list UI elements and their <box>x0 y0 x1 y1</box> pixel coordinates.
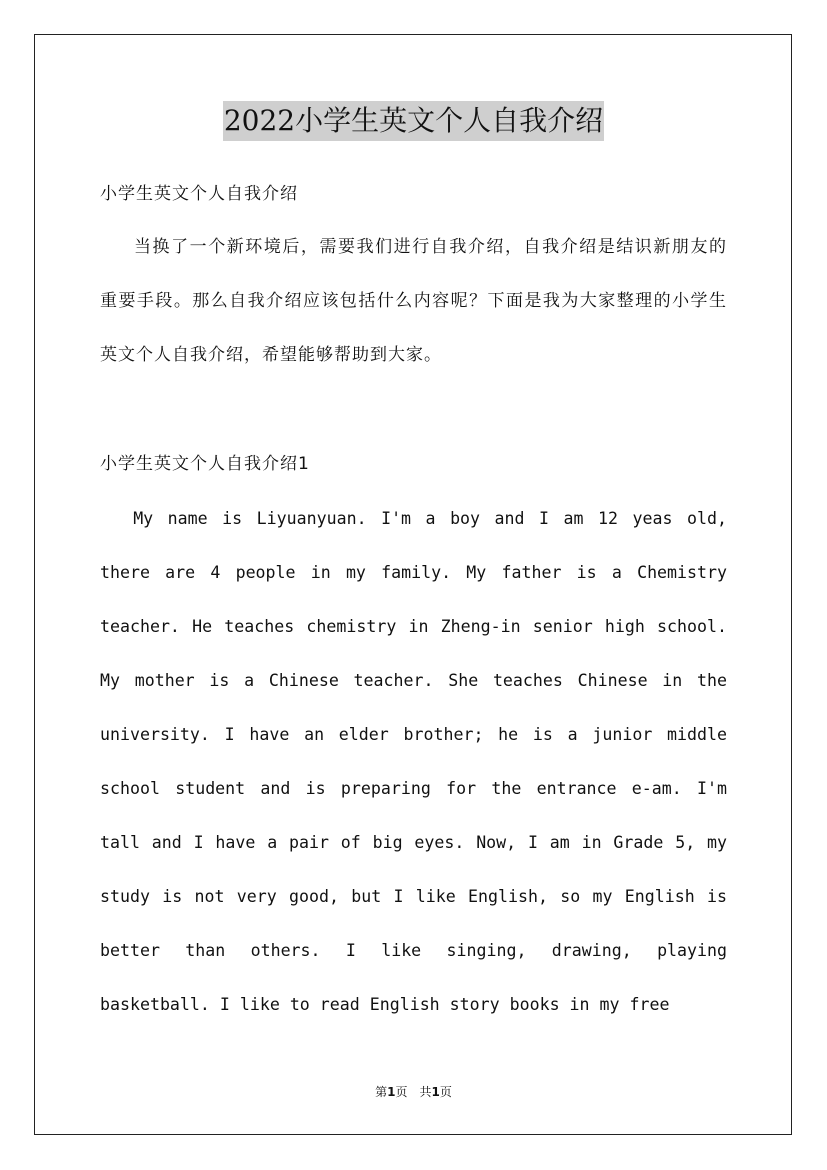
footer-total-number: 1 <box>431 1085 440 1099</box>
document-title: 2022小学生英文个人自我介绍 <box>223 101 604 141</box>
section1-heading: 小学生英文个人自我介绍1 <box>100 454 310 474</box>
section1-paragraph: My name is Liyuanyuan. I'm a boy and I am 12 yeas old, there are 4 people in my family. My father is a Chemistry teacher. He teaches chemistry in Zheng-in senior high school. My mother is a Chinese teacher. She teaches Chinese in the university. I have an elder brother; he is a junior middle school student and is preparing for the entrance e-am. I'm tall and I have a pair of big eyes. Now, I am in Grade 5, my study is not very good, but I like English, so my English is better than others. I like singing, drawing, playing basketball. I like to read English story books in my free <box>100 509 727 1014</box>
title-container <box>0 101 827 141</box>
subtitle-heading: 小学生英文个人自我介绍 <box>100 184 298 204</box>
footer-page-number: 1 <box>387 1085 396 1099</box>
footer-page-prefix: 第 <box>375 1085 388 1099</box>
page-footer <box>0 1083 827 1101</box>
footer-total-suffix: 页 <box>439 1085 452 1099</box>
footer-page-suffix: 页 <box>395 1085 408 1099</box>
intro-paragraph: 当换了一个新环境后，需要我们进行自我介绍，自我介绍是结识新朋友的重要手段。那么自我介绍应该包括什么内容呢？下面是我为大家整理的小学生英文个人自我介绍，希望能够帮助到大家。 <box>100 237 727 365</box>
footer-total-prefix: 共 <box>419 1085 432 1099</box>
